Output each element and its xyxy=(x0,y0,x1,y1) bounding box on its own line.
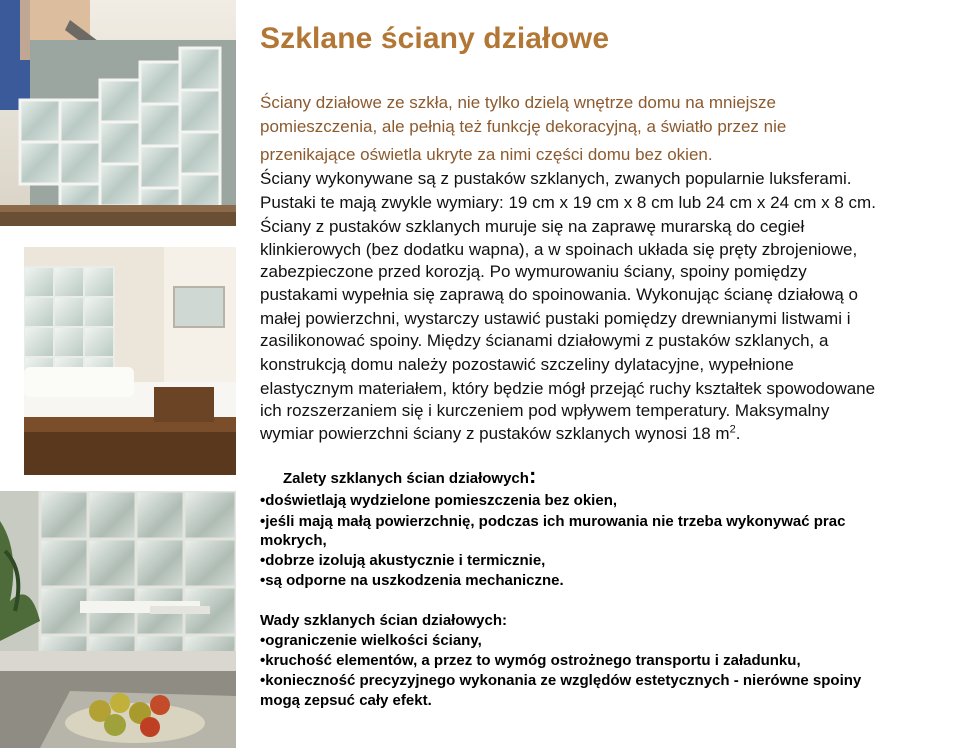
body-line-4: klinkierowych (bez dodatku wapna), a w spoinach układa się pręty zbrojeniowe, xyxy=(260,240,858,259)
advantage-item-1: •doświetlają wydzielone pomieszczenia bez okien, xyxy=(260,492,618,509)
body-line-8: zasilikonować spoiny. Między ścianami działowymi z pustaków szklanych, a xyxy=(260,331,829,350)
body-line-6: pustakami wypełnia się zaprawą do spoinowania. Wykonując ścianę działową o xyxy=(260,285,859,304)
body-line-12 xyxy=(260,424,740,444)
disadvantage-item-1: •ograniczenie wielkości ściany, xyxy=(260,632,482,649)
body-line-12-end: . xyxy=(735,424,741,443)
advantage-item-3: •dobrze izolują akustycznie i termicznie, xyxy=(260,552,546,569)
body-line-1: Ściany wykonywane są z pustaków szklanych, zwanych popularnie luksferami. xyxy=(260,169,852,188)
superscript-2: 2 xyxy=(729,423,736,436)
advantage-item-2: •jeśli mają małą powierzchnię, podczas ich murowania nie trzeba wykonywać prac xyxy=(260,513,846,530)
disadvantage-item-3: •konieczność precyzyjnego wykonania ze względów estetycznych - nierówne spoiny xyxy=(260,672,862,689)
intro-line-3: przenikające oświetla ukryte za nimi części domu bez okien. xyxy=(260,145,713,164)
body-line-10: elastycznym materiałem, który będzie mógł przejąć ruchy kształtek spowodowane xyxy=(260,379,876,398)
body-line-9: konstrukcją domu należy pozostawić szczeliny dylatacyjne, wypełnione xyxy=(260,355,794,374)
body-line-7: małej powierzchni, wystarczy ustawić pustaki pomiędzy drewnianymi listwami i xyxy=(260,309,851,328)
advantages-heading-text: Zalety szklanych ścian działowych xyxy=(283,470,529,487)
body-line-12-text: wymiar powierzchni ściany z pustaków szklanych wynosi 18 m xyxy=(260,424,730,443)
disadvantages-heading: Wady szklanych ścian działowych: xyxy=(260,612,508,629)
advantages-heading-colon: : xyxy=(528,463,537,488)
photo-bedroom-glass-wall xyxy=(24,247,236,475)
body-line-5: zabezpieczone przed korozją. Po wymurowaniu ściany, spoiny pomiędzy xyxy=(260,262,807,281)
body-line-11: ich rozszerzaniem się i kurczeniem pod wpływem temperatury. Maksymalny xyxy=(260,401,830,420)
advantages-heading xyxy=(283,463,537,488)
body-line-2: Pustaki te mają zwykle wymiary: 19 cm x 19 cm x 8 cm lub 24 cm x 24 cm x 8 cm. xyxy=(260,193,876,212)
body-line-3: Ściany z pustaków szklanych muruje się na zaprawę murarską do cegieł xyxy=(260,217,805,236)
advantage-item-2-cont: mokrych, xyxy=(260,532,327,549)
disadvantage-item-2: •kruchość elementów, a przez to wymóg ostrożnego transportu i załadunku, xyxy=(260,652,801,669)
advantage-item-4: •są odporne na uszkodzenia mechaniczne. xyxy=(260,572,564,589)
photo-kitchen-glass-wall xyxy=(0,491,236,748)
page-title: Szklane ściany działowe xyxy=(260,22,610,55)
photo-glass-block-wall-construction xyxy=(0,0,236,226)
intro-line-1: Ściany działowe ze szkła, nie tylko dzielą wnętrze domu na mniejsze xyxy=(260,93,776,112)
disadvantage-item-3-cont: mogą zepsuć cały efekt. xyxy=(260,692,432,709)
intro-line-2: pomieszczenia, ale pełnią też funkcję dekoracyjną, a światło przez nie xyxy=(260,117,787,136)
